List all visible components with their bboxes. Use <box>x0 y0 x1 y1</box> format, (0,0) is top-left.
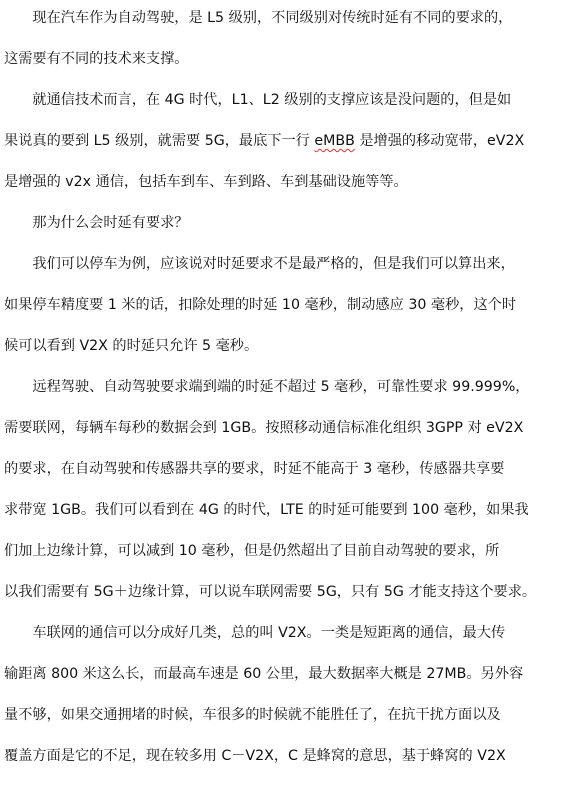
paragraph-6-line-4: 覆盖方面是它的不足，现在较多用 C－V2X，C 是蜂窝的意思，基于蜂窝的 V2X <box>4 748 506 764</box>
paragraph-2-line-1: 就通信技术而言，在 4G 时代，L1、L2 级别的支撑应该是没问题的，但是如 <box>4 92 512 108</box>
paragraph-1-line-1: 现在汽车作为自动驾驶，是 L5 级别，不同级别对传统时延有不同的要求的， <box>4 10 513 26</box>
paragraph-2-line-2-head: 果说真的要到 L5 级别，就需要 5G，最底下一行 <box>4 133 315 149</box>
paragraph-2-line-2 <box>4 129 560 153</box>
paragraph-5-line-3: 的要求，在自动驾驶和传感器共享的要求，时延不能高于 3 毫秒，传感器共享要 <box>4 461 505 477</box>
paragraph-6-line-2: 输距离 800 米这么长，而最高车速是 60 公里，最大数据率大概是 27MB。另外容 <box>4 666 524 682</box>
paragraph-1-line-2: 这需要有不同的技术来支撑。 <box>4 51 189 67</box>
spellcheck-flagged-word[interactable]: eMBB <box>314 133 355 149</box>
paragraph-4-line-3: 候可以看到 V2X 的时延只允许 5 毫秒。 <box>4 338 259 354</box>
paragraph-5-line-5: 们加上边缘计算，可以减到 10 毫秒，但是仍然超出了目前自动驾驶的要求，所 <box>4 543 500 559</box>
paragraph-6-line-1: 车联网的通信可以分成好几类，总的叫 V2X。一类是短距离的通信，最大传 <box>4 625 506 641</box>
paragraph-4-line-2: 如果停车精度要 1 米的话，扣除处理的时延 10 毫秒，制动感应 30 毫秒，这个时 <box>4 297 517 313</box>
paragraph-5-line-6: 以我们需要有 5G＋边缘计算，可以说车联网需要 5G，只有 5G 才能支持这个要求。 <box>4 584 537 600</box>
paragraph-5-line-1: 远程驾驶、自动驾驶要求端到端的时延不超过 5 毫秒，可靠性要求 99.999%， <box>4 379 530 395</box>
paragraph-6-line-3: 量不够，如果交通拥堵的时候，车很多的时候就不能胜任了，在抗干扰方面以及 <box>4 707 501 723</box>
paragraph-4-line-1: 我们可以停车为例，应该说对时延要求不是最严格的，但是我们可以算出来， <box>4 256 515 272</box>
paragraph-5-line-4: 求带宽 1GB。我们可以看到在 4G 的时代，LTE 的时延可能要到 100 毫秒，如果我 <box>4 502 529 518</box>
paragraph-2-line-3: 是增强的 v2x 通信，包括车到车、车到路、车到基础设施等等。 <box>4 174 408 190</box>
paragraph-2-line-2-tail: 是增强的移动宽带，eV2X <box>354 133 525 149</box>
paragraph-3-line-1: 那为什么会时延有要求？ <box>4 215 189 231</box>
paragraph-5-line-2: 需要联网，每辆车每秒的数据会到 1GB。按照移动通信标准化组织 3GPP 对 eV2X <box>4 420 524 436</box>
